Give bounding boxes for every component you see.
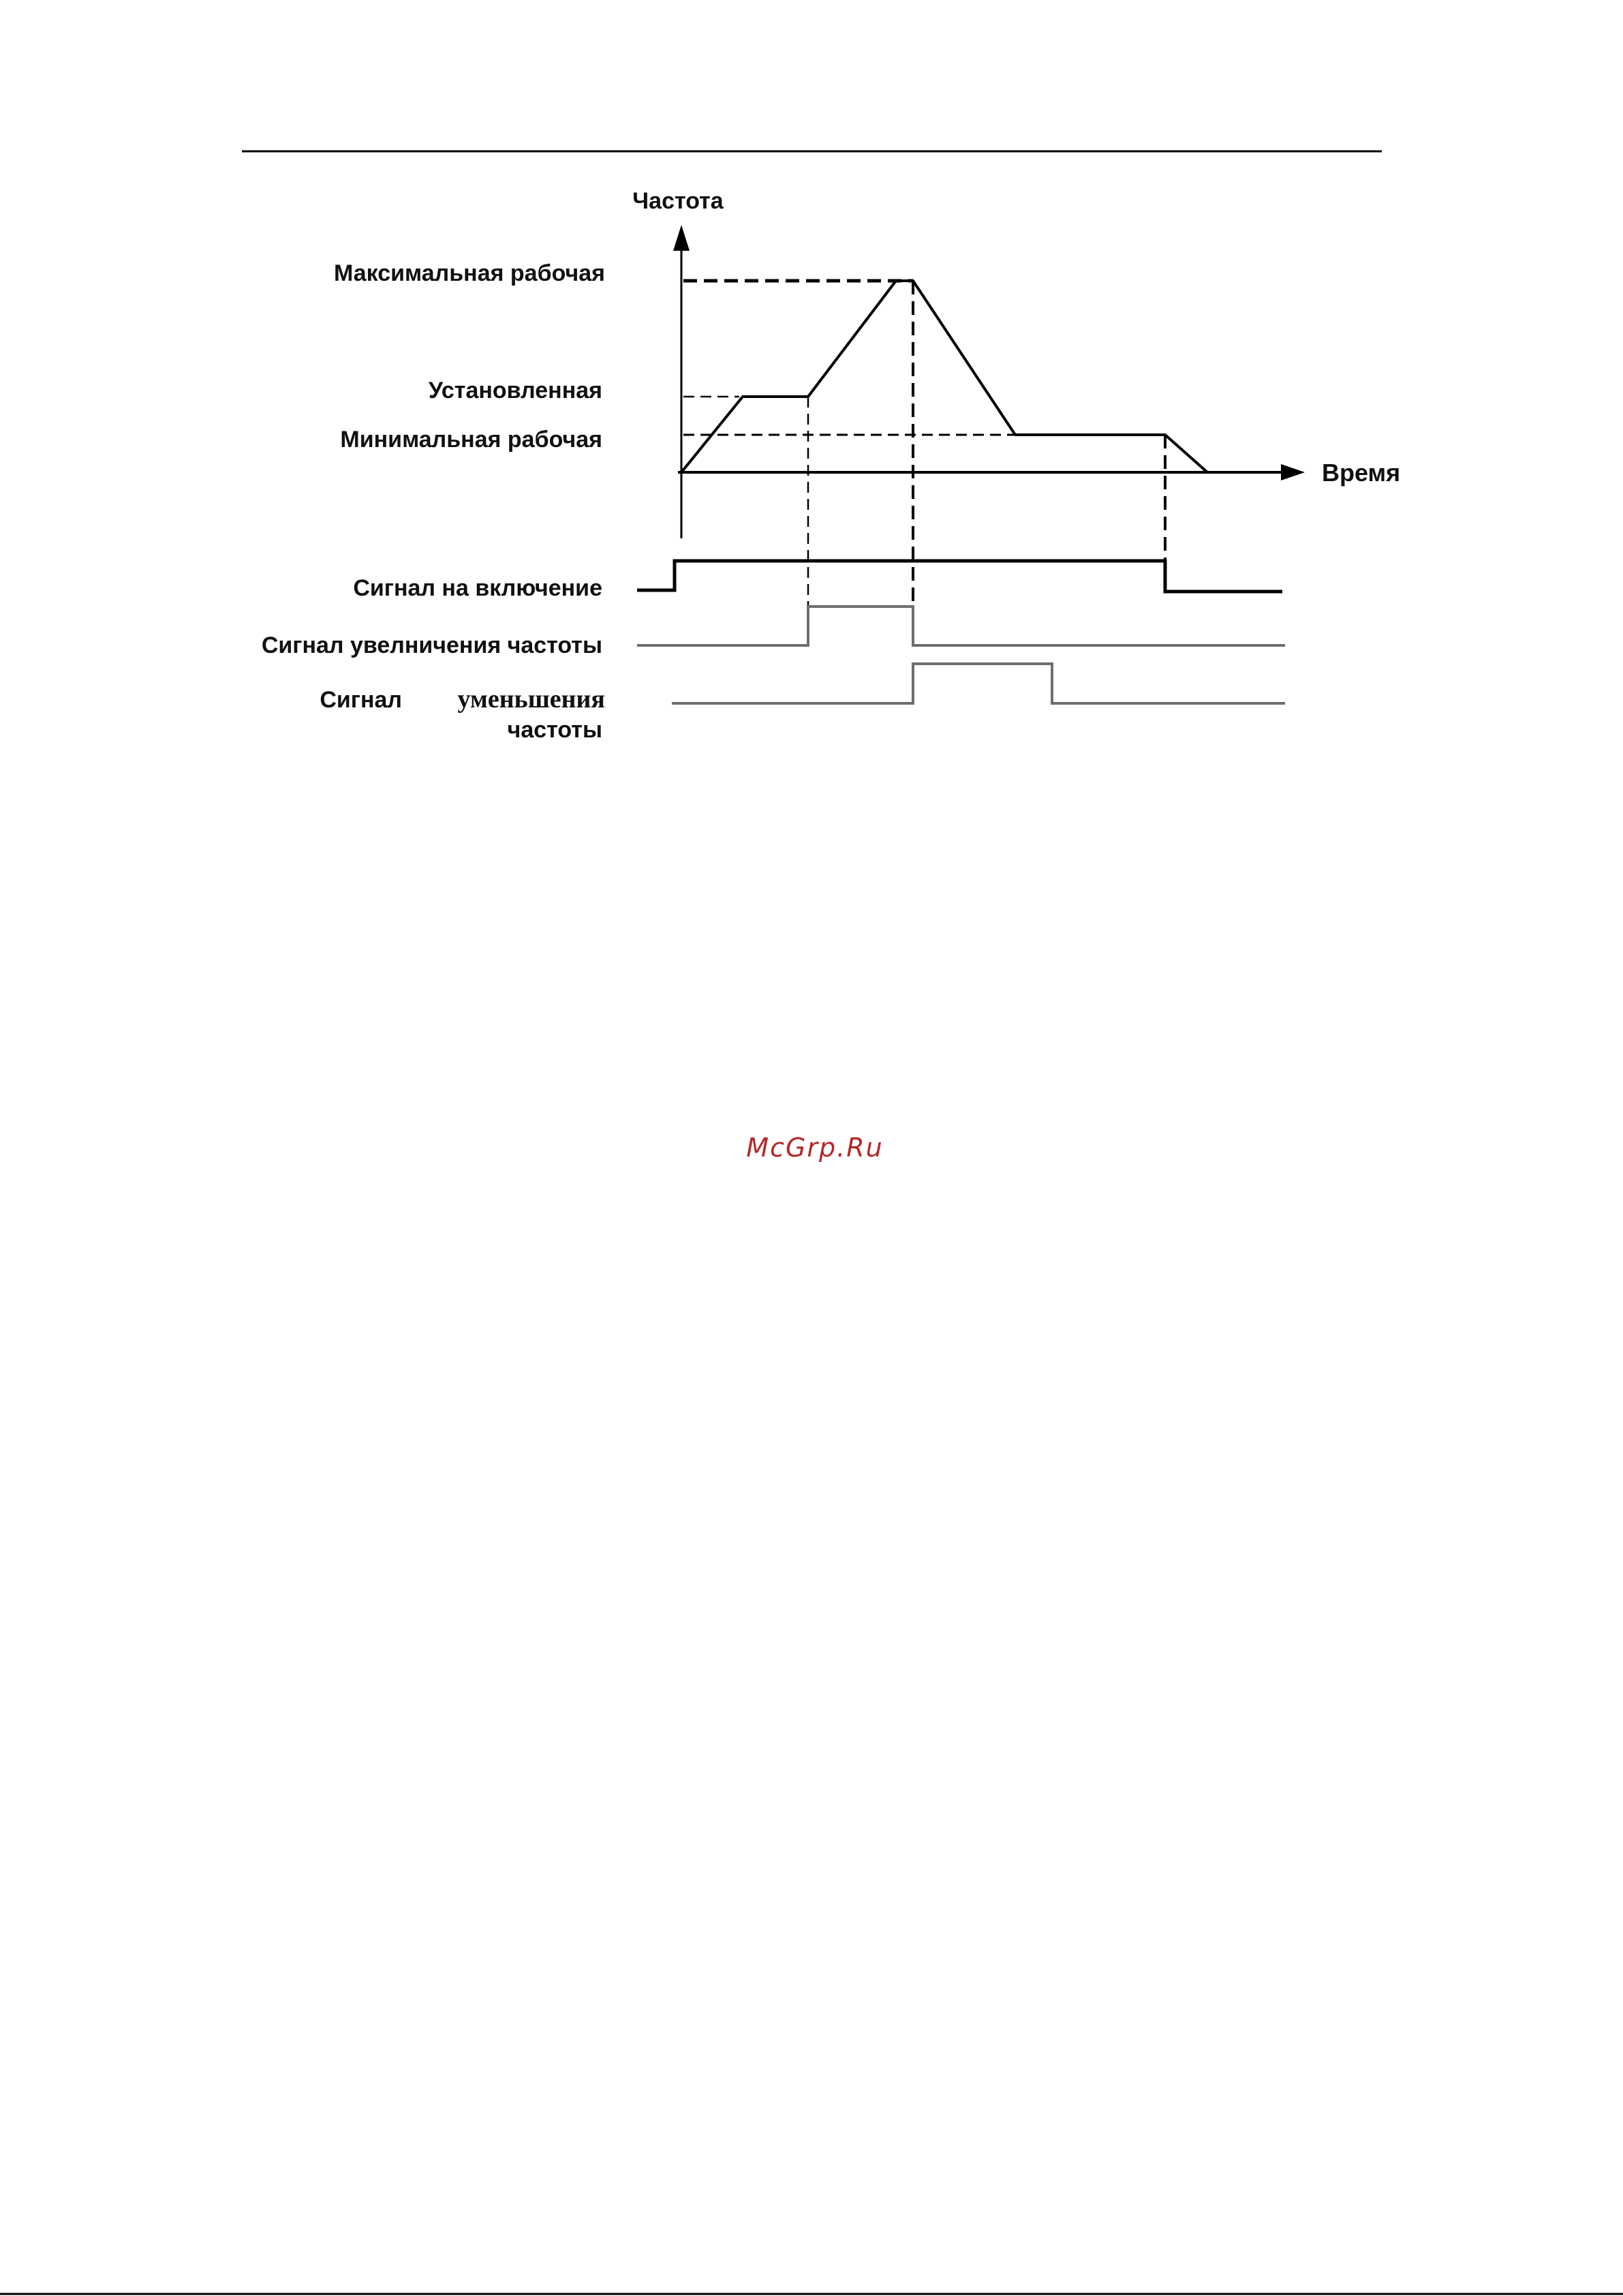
signal-on-waveform	[637, 561, 1282, 592]
signal-down-label-part2: уменьшения	[457, 685, 605, 714]
max-level-label: Максимальная рабочая	[334, 260, 605, 286]
signal-down-label-part3: частоты	[507, 717, 602, 743]
signal-up-label: Сигнал увелничения частоты	[261, 632, 602, 658]
signal-down-label-part1: Сигнал	[320, 687, 402, 713]
signal-up-waveform	[637, 607, 1285, 645]
set-level-label: Установленная	[428, 378, 602, 403]
frequency-curve	[681, 281, 1207, 472]
frequency-axis-label: Частота	[632, 188, 724, 214]
min-level-label: Минимальная рабочая	[340, 427, 602, 453]
frequency-axis-arrow	[673, 225, 690, 251]
signal-down-waveform	[672, 664, 1285, 703]
time-axis-arrow	[1281, 464, 1305, 480]
watermark-text: McGrp.Ru	[746, 1133, 884, 1163]
time-axis-label: Время	[1322, 459, 1401, 487]
signal-on-label: Сигнал на включение	[353, 575, 602, 601]
